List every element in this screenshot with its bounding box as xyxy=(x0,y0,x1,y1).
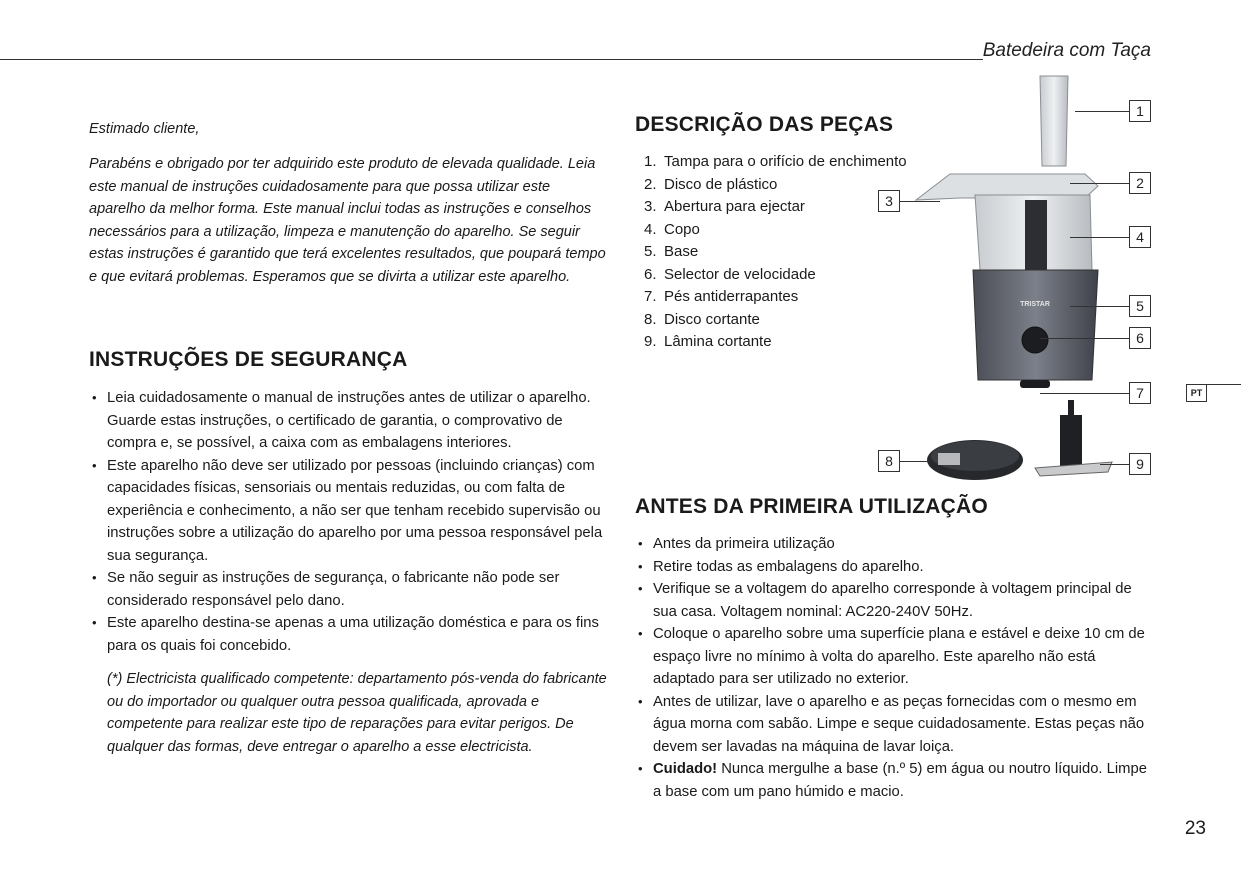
callout-7: 7 xyxy=(1129,382,1151,404)
parts-item-label: Tampa para o orifício de enchimento xyxy=(664,153,907,170)
parts-item-number: 2. xyxy=(644,175,657,193)
parts-item-label: Base xyxy=(664,243,699,260)
parts-item-number: 4. xyxy=(644,220,657,238)
parts-item xyxy=(644,241,907,264)
parts-item-label: Disco cortante xyxy=(664,310,760,328)
before-use-heading: ANTES DA PRIMEIRA UTILIZAÇÃO xyxy=(635,495,988,518)
callout-leader xyxy=(1075,111,1129,112)
food-processor-drawing xyxy=(880,70,1180,490)
safety-item: • Este aparelho destina-se apenas a uma utilização doméstica e para os fins para os quais foi concebido. xyxy=(89,612,609,657)
parts-item xyxy=(644,309,907,332)
callout-leader xyxy=(1100,464,1129,465)
parts-item-number: 1. xyxy=(644,153,657,170)
callout-leader xyxy=(900,461,930,462)
callout-leader xyxy=(1040,393,1129,394)
before-use-item: • Verifique se a voltagem do aparelho corresponde à voltagem principal de sua casa. Voltagem nominal: AC220-240V 50Hz. xyxy=(635,578,1155,623)
page-header-title: Batedeira com Taça xyxy=(982,40,1151,61)
callout-leader xyxy=(900,201,940,202)
callout-leader xyxy=(1070,237,1129,238)
callout-6: 6 xyxy=(1129,327,1151,349)
food-processor-illustration xyxy=(880,70,1180,490)
callout-leader xyxy=(1070,306,1129,307)
parts-item xyxy=(644,286,907,309)
before-use-item: • Retire todas as embalagens do aparelho. xyxy=(635,556,1155,579)
parts-item xyxy=(644,219,907,242)
language-tab: PT xyxy=(1186,384,1207,402)
page-number: 23 xyxy=(1184,818,1206,839)
parts-item xyxy=(644,196,907,219)
warning-label: Cuidado! xyxy=(653,761,718,777)
parts-item-label: Disco de plástico xyxy=(664,175,778,193)
parts-item-number: 5. xyxy=(644,243,657,260)
brand-logo: TRISTAR xyxy=(1020,301,1050,308)
callout-leader xyxy=(1070,183,1129,184)
parts-item-label: Lâmina cortante xyxy=(664,333,772,350)
parts-item xyxy=(644,264,907,287)
warning-text: Nunca mergulhe a base (n.º 5) em água ou noutro líquido. Limpe a base com um pano húmido e macio. xyxy=(653,761,1147,800)
callout-4: 4 xyxy=(1129,226,1151,248)
parts-item-label: Abertura para ejectar xyxy=(664,198,805,215)
callout-3: 3 xyxy=(878,190,900,212)
safety-heading: INSTRUÇÕES DE SEGURANÇA xyxy=(89,348,408,371)
before-use-item: • Antes da primeira utilização xyxy=(635,533,1155,556)
parts-list xyxy=(644,151,907,354)
callout-8: 8 xyxy=(878,450,900,472)
callout-leader xyxy=(1040,338,1129,339)
electrician-note: (*) Electricista qualificado competente: departamento pós-venda do fabricante ou do importador ou qualquer outra pessoa qualificada, aprovada e competente para realizar este tipo de reparações para evitar perigos. De qualquer das formas, deve entregar o aparelho a esse electricista. xyxy=(107,671,607,755)
parts-item-number: 8. xyxy=(644,310,657,328)
callout-1: 1 xyxy=(1129,100,1151,122)
header-rule xyxy=(0,59,983,60)
callout-9: 9 xyxy=(1129,453,1151,475)
intro-paragraph: Parabéns e obrigado por ter adquirido este produto de elevada qualidade. Leia este manual de instruções cuidadosamente para que possa utilizar este aparelho da melhor forma. Este manual inclui todas as instruções e conselhos necessários para a utilização, limpeza e manutenção do aparelho. Se seguir estas instruções é garantido que terá excelentes resultados, que poupará tempo e que evitará problemas. Esperamos que se divirta a utilizar este aparelho. xyxy=(89,156,606,285)
safety-item: • Este aparelho não deve ser utilizado por pessoas (incluindo crianças) com capacidades físicas, sensoriais ou mentais reduzidas, ou com falta de experiência e conhecimento, a não ser que tenham recebido supervisão ou instruções sobre a utilização do aparelho por uma pessoa responsável pela sua segurança. xyxy=(89,455,609,568)
before-use-warning xyxy=(635,758,1155,803)
callout-5: 5 xyxy=(1129,295,1151,317)
before-use-list xyxy=(635,533,1155,803)
safety-item: • Se não seguir as instruções de segurança, o fabricante não pode ser considerado responsável pelo dano. xyxy=(89,567,609,612)
safety-item: • Leia cuidadosamente o manual de instruções antes de utilizar o aparelho. Guarde estas instruções, o certificado de garantia, o comprovativo de compra e, se possível, a caixa com as embalagens interiores. xyxy=(89,387,609,455)
parts-item-label: Copo xyxy=(664,220,700,238)
parts-item xyxy=(644,174,907,197)
parts-item xyxy=(644,151,907,174)
parts-item-number: 9. xyxy=(644,333,657,350)
parts-item-number: 6. xyxy=(644,265,657,283)
parts-item-label: Selector de velocidade xyxy=(664,265,816,283)
language-tab-rule xyxy=(1206,384,1241,385)
safety-list xyxy=(89,387,609,657)
parts-heading: DESCRIÇÃO DAS PEÇAS xyxy=(635,113,894,136)
parts-item-label: Pés antiderrapantes xyxy=(664,288,799,305)
before-use-item: • Coloque o aparelho sobre uma superfície plana e estável e deixe 10 cm de espaço livre no mínimo à volta do aparelho. Este aparelho não está adaptado para ser utilizado no exterior. xyxy=(635,623,1155,691)
parts-item xyxy=(644,331,907,354)
greeting: Estimado cliente, xyxy=(89,121,200,137)
parts-item-number: 3. xyxy=(644,198,657,215)
intro-section xyxy=(89,118,609,288)
before-use-item: • Antes de utilizar, lave o aparelho e as peças fornecidas com o mesmo em água morna com sabão. Limpe e seque cuidadosamente. Estas peças não devem ser lavadas na máquina de lavar loiça. xyxy=(635,691,1155,759)
callout-2: 2 xyxy=(1129,172,1151,194)
parts-item-number: 7. xyxy=(644,288,657,305)
